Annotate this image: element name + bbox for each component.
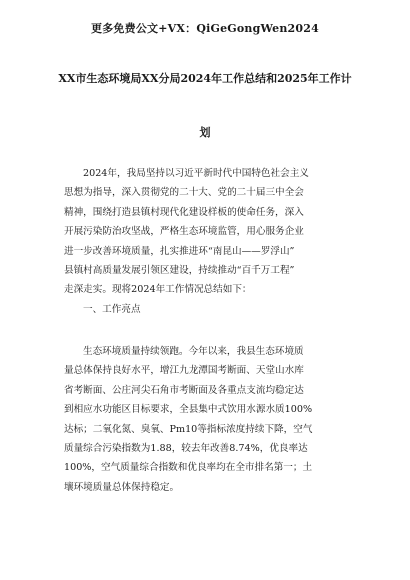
text-line: 100%，空气质量综合指数和优良率均在全市排名第一；土 <box>64 462 313 474</box>
text-line: 县镇村高质量发展引领区建设，持续推动“百千万工程” <box>64 264 295 276</box>
document-title-line2: 划 <box>199 126 211 139</box>
text-line: 开展污染防治攻坚战，严格生态环境监管，用心服务企业 <box>64 226 304 238</box>
text-line: 量总体保持良好水平，增江九龙潭国考断面、天堂山水库 <box>64 365 304 377</box>
promo-header: 更多免费公文+VX：QiGeGongWen2024 <box>91 22 319 35</box>
document-title-line1: XX市生态环境局XX分局2024年工作总结和2025年工作计 <box>58 72 352 85</box>
text-line: 走深走实。现将2024年工作情况总结如下： <box>64 284 252 296</box>
text-line: 生态环境质量持续领跑。今年以来，我县生态环境质 <box>83 346 304 357</box>
text-line: 2024年，我局坚持以习近平新时代中国特色社会主义 <box>83 168 309 179</box>
text-line: 壤环境质量总体保持稳定。 <box>64 481 180 493</box>
text-line: 省考断面、公庄河尖石角市考断面及各重点支流均稳定达 <box>64 384 304 396</box>
section-paragraph <box>64 342 346 497</box>
section-heading: 一、工作亮点 <box>83 303 141 315</box>
text-line: 精神，围绕打造县镇村现代化建设样板的使命任务，深入 <box>64 206 304 218</box>
text-line: 质量综合污染指数为1.88，较去年改善8.74%，优良率达 <box>64 442 308 454</box>
intro-paragraph <box>64 164 346 319</box>
text-line: 思想为指导，深入贯彻党的二十大、党的二十届三中全会 <box>64 187 304 199</box>
text-line: 达标；二氧化氮、臭氧、Pm10等指标浓度持续下降，空气 <box>64 423 313 435</box>
text-line: 到相应水功能区目标要求，全县集中式饮用水源水质100% <box>64 404 313 416</box>
text-line: 进一步改善环境质量，扎实推进环“南昆山——罗浮山” <box>64 245 295 257</box>
